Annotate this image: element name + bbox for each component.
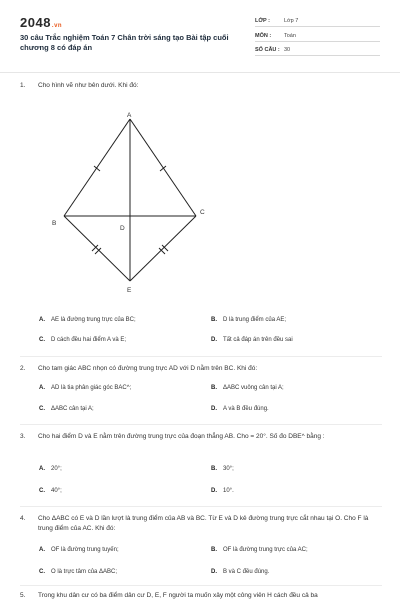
option-text: OF là đường trung tuyến; [51,547,119,553]
header-divider [0,72,400,73]
meta-value-class: Lớp 7 [284,18,299,24]
answer-option[interactable] [39,384,131,392]
option-key: A. [39,466,45,472]
meta-divider [255,41,380,42]
option-text: AD là tia phân giác góc BAC^; [51,385,132,391]
header [0,0,400,74]
meta-label-subject: MÔN : [255,33,272,39]
option-key: A. [39,547,45,553]
option-text: D là trung điểm của AE; [223,317,287,323]
option-key: D. [211,488,217,494]
segment-ac [130,119,196,216]
question-text: Cho hình vẽ như bên dưới. Khi đó: [38,82,139,89]
question-number: 3. [20,433,26,440]
question-number: 5. [20,592,26,599]
answer-option[interactable] [39,465,62,473]
question-number: 4. [20,515,26,522]
answer-option[interactable] [39,405,94,413]
segment-ab [64,119,130,216]
option-key: B. [211,317,217,323]
meta-label-class: LỚP : [255,18,270,24]
option-key: C. [39,488,45,494]
point-label-b: B [52,220,57,227]
answer-option[interactable] [39,316,136,324]
option-text: 40°; [51,488,62,494]
question-text: Trong khu dân cư có ba điểm dân cư D, E, F người ta muốn xây một công viên H cách đều cả ba [38,592,318,599]
logo-suffix: .vn [51,23,63,29]
question-divider [20,424,382,425]
answer-option[interactable] [39,546,119,554]
answer-option[interactable] [211,487,234,495]
option-text: B và C đều đúng. [223,569,270,575]
question-number: 2. [20,365,26,372]
logo-text: 2048 [20,15,51,30]
option-text: A và B đều đúng. [223,406,269,412]
question-text: Cho ΔABC có E và D lần lượt là trung điểm của AB và BC. Từ E và D kẻ đường trung trực cắt nhau tại O. Cho F là trung điểm của AC. Khi đó: [38,515,369,532]
question-text: Cho tam giác ABC nhọn có đường trung trực AD với D nằm trên BC. Khi đó: [38,365,258,372]
geometry-figure [48,111,218,296]
option-key: D. [211,569,217,575]
option-text: ΔABC cân tại A; [51,406,94,412]
meta-divider [255,55,380,56]
option-text: 10°. [223,488,234,494]
question-number: 1. [20,82,26,89]
answer-option[interactable] [211,316,286,324]
answer-option[interactable] [211,405,269,413]
answer-option[interactable] [211,384,284,392]
option-text: OF là đường trung trực của AC; [223,547,308,553]
meta-divider [255,26,380,27]
question-divider [20,356,382,357]
point-label-e: E [127,287,132,294]
point-label-a: A [127,112,132,119]
answer-option[interactable] [211,546,308,554]
option-key: C. [39,337,45,343]
point-label-d: D [120,225,125,232]
answer-option[interactable] [211,336,293,344]
option-text: 30°; [223,466,234,472]
meta-value-count: 30 [284,47,291,53]
point-label-c: C [200,209,205,216]
site-logo[interactable] [20,15,62,30]
question-divider [20,506,382,507]
option-key: B. [211,466,217,472]
answer-option[interactable] [211,568,269,576]
option-key: A. [39,385,45,391]
option-text: AE là đường trung trực của BC; [51,317,136,323]
option-text: D cách đều hai điểm A và E; [51,337,127,343]
meta-value-subject: Toán [284,33,296,39]
option-key: B. [211,547,217,553]
option-key: C. [39,569,45,575]
answer-option[interactable] [39,568,117,576]
option-key: B. [211,385,217,391]
option-key: C. [39,406,45,412]
question-divider [20,585,382,586]
option-key: D. [211,406,217,412]
question-text: Cho hai điểm D và E nằm trên đường trung trực của đoạn thẳng AB. Cho = 20°. Số đo DBE^ bằng : [38,433,325,440]
option-text: O là trực tâm của ΔABC; [51,569,118,575]
page-title: 30 câu Trắc nghiệm Toán 7 Chân trời sáng tạo Bài tập cuối chương 8 có đáp án [20,33,229,52]
option-text: Tất cả đáp án trên đều sai [223,337,293,343]
kite-diagram [48,111,218,296]
answer-option[interactable] [39,487,62,495]
segment-ce [130,216,196,281]
option-key: D. [211,337,217,343]
option-text: ΔABC vuông cân tại A; [223,385,284,391]
option-text: 20°; [51,466,62,472]
answer-option[interactable] [211,465,234,473]
meta-label-count: SỐ CÂU : [255,47,280,53]
option-key: A. [39,317,45,323]
answer-option[interactable] [39,336,126,344]
